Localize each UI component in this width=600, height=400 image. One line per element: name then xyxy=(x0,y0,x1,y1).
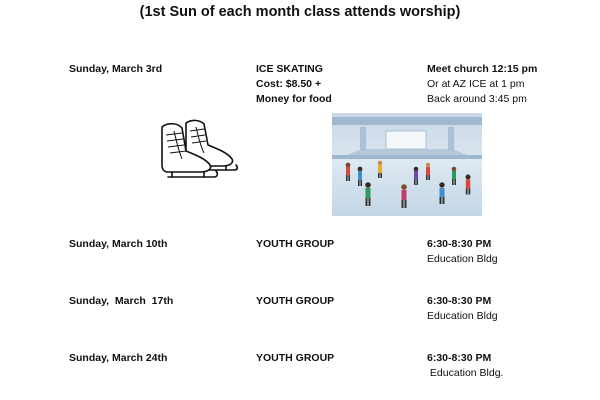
event-activity-3: YOUTH GROUP xyxy=(256,295,335,307)
event-detail: Education Bldg. xyxy=(427,367,504,379)
event-time-2 xyxy=(427,237,498,267)
event-date-1: Sunday, March 3rd xyxy=(69,63,163,75)
activity-line: ICE SKATING xyxy=(256,63,323,75)
event-time: Meet church 12:15 pm xyxy=(427,63,538,75)
event-detail: Education Bldg xyxy=(427,253,498,265)
event-time-1 xyxy=(427,62,537,107)
activity-line: Money for food xyxy=(256,93,332,105)
event-date-3: Sunday, March 17th xyxy=(69,295,174,307)
activity-line: Cost: $8.50 + xyxy=(256,78,322,90)
event-time: 6:30-8:30 PM xyxy=(427,295,492,307)
event-detail: Education Bldg xyxy=(427,310,498,322)
event-time: 6:30-8:30 PM xyxy=(427,352,492,364)
event-date-4: Sunday, March 24th xyxy=(69,352,168,364)
event-activity-4: YOUTH GROUP xyxy=(256,352,335,364)
event-time-3 xyxy=(427,294,498,324)
ice-rink-illustration xyxy=(332,113,482,216)
event-activity-1 xyxy=(256,62,332,107)
event-time: 6:30-8:30 PM xyxy=(427,238,492,250)
event-detail: Back around 3:45 pm xyxy=(427,93,527,105)
page-heading: (1st Sun of each month class attends worship) xyxy=(139,4,461,20)
event-time-4 xyxy=(427,351,503,381)
ice-skates-icon xyxy=(152,115,240,183)
event-detail: Or at AZ ICE at 1 pm xyxy=(427,78,525,90)
event-activity-2: YOUTH GROUP xyxy=(256,238,335,250)
event-date-2: Sunday, March 10th xyxy=(69,238,168,250)
